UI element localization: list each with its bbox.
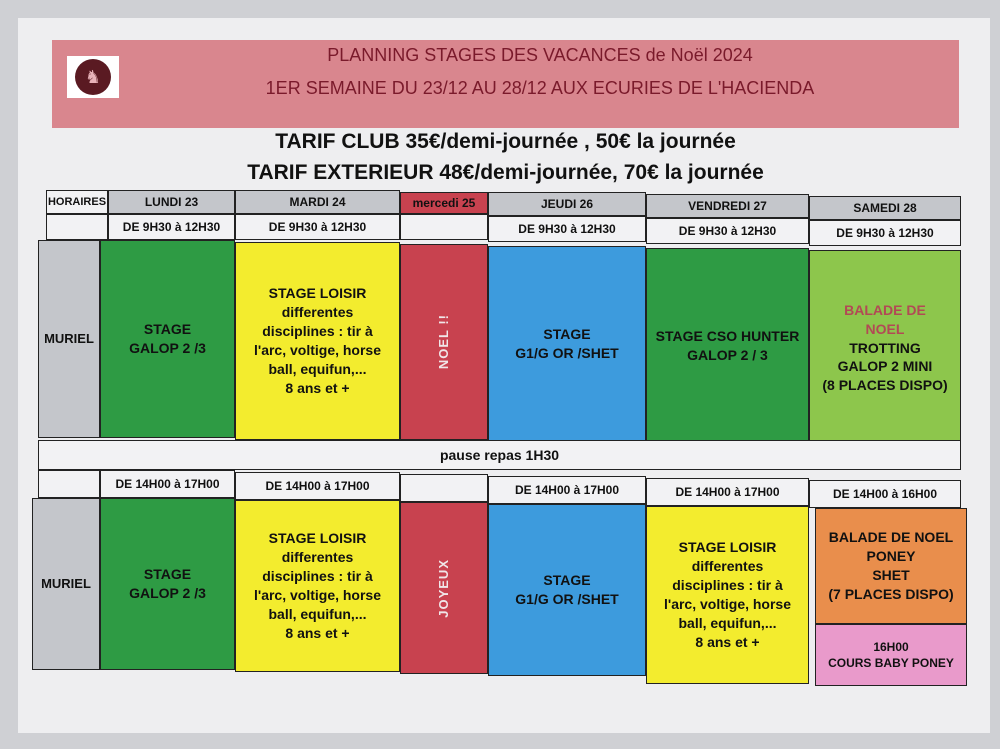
activity-samedi-morning: BALADE DE NOEL TROTTING GALOP 2 MINI (8 PLACES DISPO) [809, 250, 961, 446]
time-slot: DE 9H30 à 12H30 [108, 214, 235, 240]
day-header: JEUDI 26 [488, 192, 646, 216]
noel-text: NOEL !! [436, 314, 452, 370]
activity-lundi-morning: STAGE GALOP 2 /3 [100, 240, 235, 438]
activity-lundi-afternoon: STAGE GALOP 2 /3 [100, 498, 235, 670]
day-header: MARDI 24 [235, 190, 400, 214]
time-slot: DE 14H00 à 17H00 [646, 478, 809, 506]
instructor-label: MURIEL [38, 240, 100, 438]
activity-mardi-morning: STAGE LOISIR differentes disciplines : tir à l'arc, voltige, horse ball, equifun,... 8 ans et + [235, 242, 400, 440]
activity-mercredi-afternoon [400, 502, 488, 674]
club-logo [67, 56, 119, 98]
tarif-club: TARIF CLUB 35€/demi-journée , 50€ la journée [275, 130, 736, 153]
tarif-exterieur: TARIF EXTERIEUR 48€/demi-journée, 70€ la journée [247, 161, 764, 184]
time-slot: DE 14H00 à 17H00 [235, 472, 400, 500]
horaires-header: HORAIRES [46, 190, 108, 214]
title-line-2: 1ER SEMAINE DU 23/12 AU 28/12 AUX ECURIES DE L'HACIENDA [265, 78, 815, 98]
time-slot: DE 9H30 à 12H30 [646, 218, 809, 244]
time-slot: DE 14H00 à 16H00 [809, 480, 961, 508]
day-header: VENDREDI 27 [646, 194, 809, 218]
time-slot: DE 9H30 à 12H30 [235, 214, 400, 240]
activity-jeudi-morning: STAGE G1/G OR /SHET [488, 246, 646, 442]
empty-cell [400, 214, 488, 240]
activity-jeudi-afternoon: STAGE G1/G OR /SHET [488, 504, 646, 676]
time-slot: DE 9H30 à 12H30 [488, 216, 646, 242]
day-header: mercedi 25 [400, 192, 488, 214]
title-line-1: PLANNING STAGES DES VACANCES de Noël 2024 [327, 45, 753, 65]
activity-samedi-afternoon: BALADE DE NOEL PONEY SHET (7 PLACES DISPO) [815, 508, 967, 624]
activity-vendredi-afternoon: STAGE LOISIR differentes disciplines : tir à l'arc, voltige, horse ball, equifun,... 8 ans et + [646, 506, 809, 684]
day-header: LUNDI 23 [108, 190, 235, 214]
pause-repas: pause repas 1H30 [38, 440, 961, 470]
time-slot: DE 14H00 à 17H00 [488, 476, 646, 504]
activity-mardi-afternoon: STAGE LOISIR differentes disciplines : tir à l'arc, voltige, horse ball, equifun,... 8 ans et + [235, 500, 400, 672]
day-header: SAMEDI 28 [809, 196, 961, 220]
activity-samedi-baby-poney: 16H00 COURS BABY PONEY [815, 624, 967, 686]
empty-cell [38, 470, 100, 498]
time-slot: DE 14H00 à 17H00 [100, 470, 235, 498]
joyeux-text: JOYEUX [436, 558, 452, 618]
time-slot: DE 9H30 à 12H30 [809, 220, 961, 246]
empty-cell [46, 214, 108, 240]
horse-logo-icon: ♞ [75, 59, 111, 95]
empty-cell [400, 474, 488, 502]
activity-vendredi-morning: STAGE CSO HUNTER GALOP 2 / 3 [646, 248, 809, 444]
instructor-label: MURIEL [32, 498, 100, 670]
activity-mercredi-morning [400, 244, 488, 440]
